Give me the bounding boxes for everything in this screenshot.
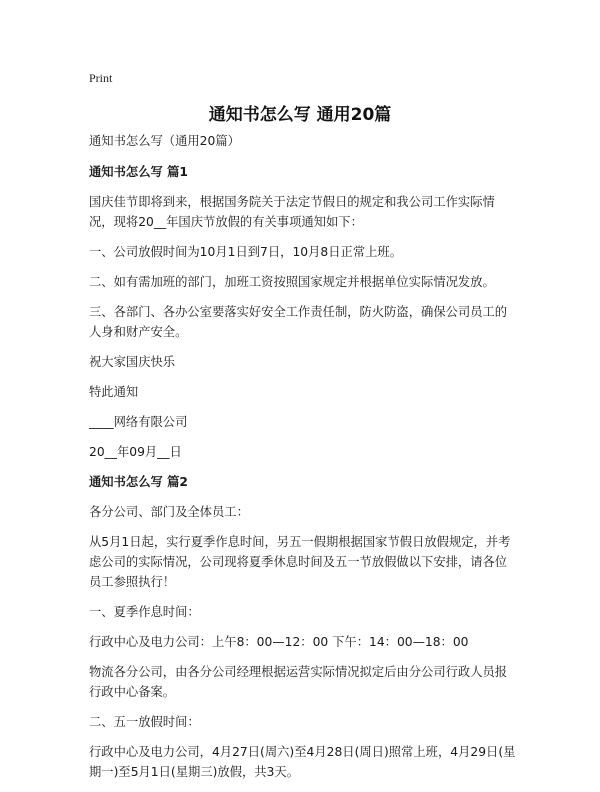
paragraph: ____网络有限公司	[89, 415, 188, 429]
paragraph: 行政中心及电力公司：上午8：00—12：00 下午：14：00—18：00	[89, 635, 469, 649]
paragraph: 从5月1日起，实行夏季作息时间，另五一假期根据国家节假日放假规定，并考虑公司的实际情况，公司现将夏季休息时间及五一节放假做以下安排，请各位员工参照执行！	[89, 535, 511, 589]
paragraph: 三、各部门、各办公室要落实好安全工作责任制，防火防盗，确保公司员工的人身和财产安全。	[89, 305, 508, 339]
document-subtitle: 通知书怎么写（通用20篇）	[89, 134, 240, 148]
paragraph: 各分公司、部门及全体员工：	[89, 505, 249, 519]
paragraph: 二、五一放假时间：	[89, 715, 200, 729]
print-label: Print	[89, 71, 113, 85]
section-heading: 通知书怎么写 篇2	[89, 475, 188, 489]
paragraph: 国庆佳节即将到来，根据国务院关于法定节假日的规定和我公司工作实际情况，现将20__年国庆节放假的有关事项通知如下：	[89, 195, 495, 229]
document-title: 通知书怎么写 通用20篇	[208, 105, 392, 125]
paragraph: 行政中心及电力公司，4月27日(周六)至4月28日(周日)照常上班，4月29日(星期一)至5月1日(星期三)放假，共3天。	[89, 745, 516, 779]
paragraph: 特此通知	[89, 385, 139, 399]
paragraph: 二、如有需加班的部门，加班工资按照国家规定并根据单位实际情况发放。	[89, 275, 495, 289]
paragraph: 祝大家国庆快乐	[89, 355, 176, 369]
paragraph: 物流各分公司，由各分公司经理根据运营实际情况拟定后由分公司行政人员报行政中心备案。	[89, 665, 508, 699]
paragraph: 20__年09月__日	[89, 445, 182, 459]
paragraph: 一、公司放假时间为10月1日到7日，10月8日正常上班。	[89, 245, 403, 259]
paragraph: 一、夏季作息时间：	[89, 605, 200, 619]
section-heading: 通知书怎么写 篇1	[89, 165, 188, 179]
document-body	[89, 131, 519, 792]
